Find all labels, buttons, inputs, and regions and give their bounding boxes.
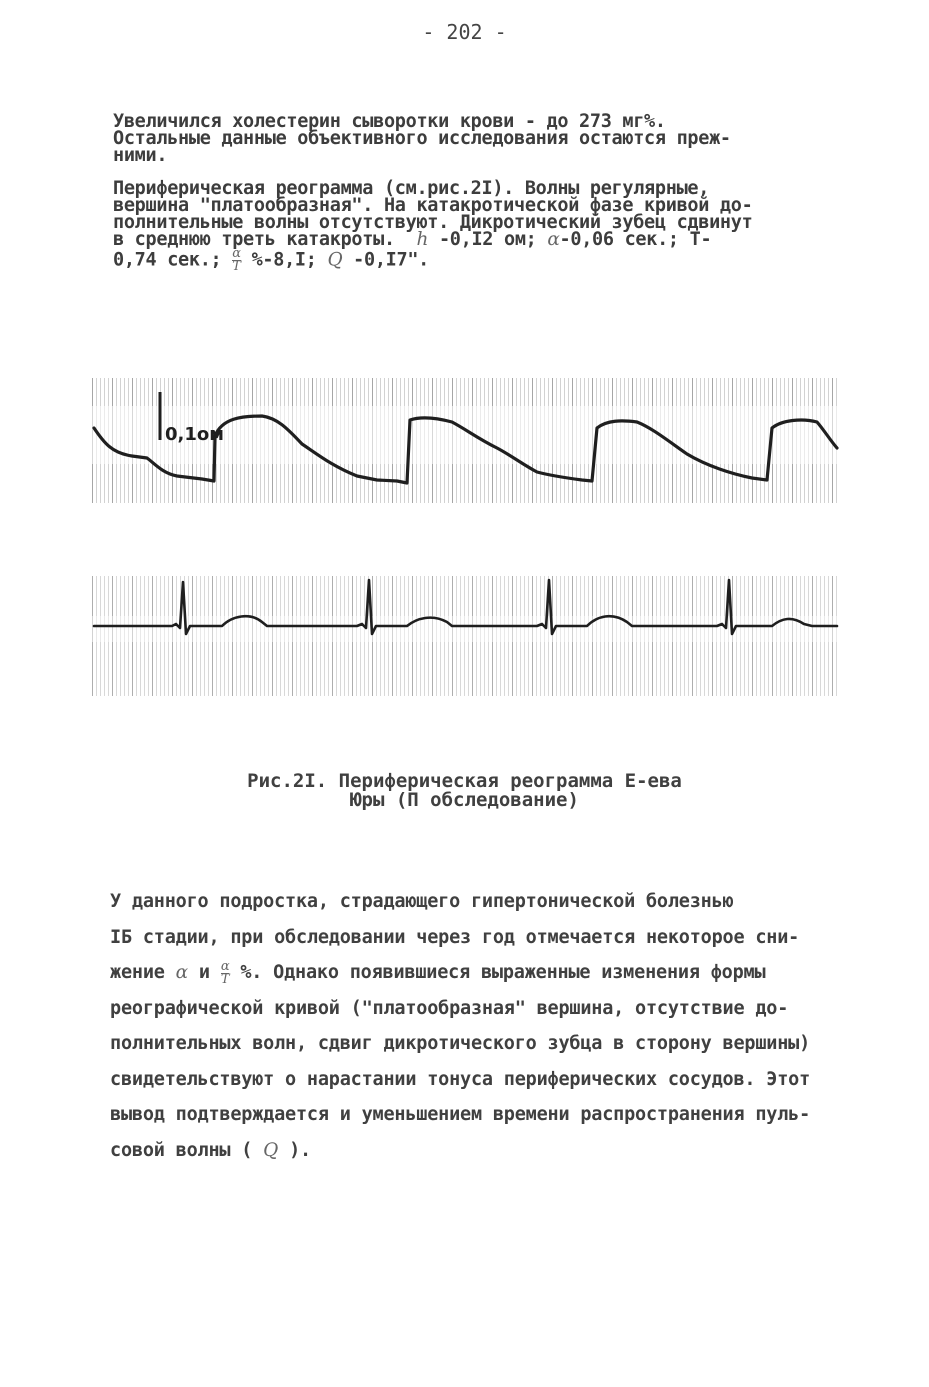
text-line: вершина "платообразная". На катакротической фазе кривой до-	[113, 195, 753, 216]
fraction-alpha-over-t	[220, 958, 230, 987]
symbol-alpha: α	[175, 962, 188, 983]
page-number: - 202 -	[422, 20, 507, 44]
symbol-alpha: α	[547, 229, 560, 250]
text-line: в среднюю треть катакроты.	[113, 229, 395, 250]
text-fragment: -0,I7".	[353, 249, 430, 271]
paragraph-cholesterol	[113, 113, 731, 164]
fraction-denominator: T	[232, 259, 241, 274]
text-fragment: и	[198, 962, 210, 983]
text-fragment: %-8,I;	[251, 249, 317, 271]
text-line: вывод подтверждается и уменьшением времени распространения пуль-	[110, 1104, 811, 1125]
rheogram-strip	[92, 378, 837, 503]
text-line: полнительных волн, сдвиг дикротического зубца в сторону вершины)	[110, 1033, 811, 1054]
text-line: Периферическая реограмма (см.рис.2I). Волны регулярные,	[113, 178, 710, 199]
text-line: IБ стадии, при обследовании через год отмечается некоторое сни-	[110, 926, 800, 948]
text-fragment: совой волны (	[110, 1139, 253, 1161]
text-fragment: 0,74 сек.;	[113, 249, 222, 271]
text-line: полнительные волны отсутствуют. Дикротический зубец сдвинут	[113, 212, 753, 233]
symbol-h: h	[416, 229, 429, 250]
text-line: У данного подростка, страдающего гипертонической болезнью	[110, 891, 734, 912]
text-line: ними.	[113, 145, 168, 166]
figure-caption	[0, 772, 929, 810]
fraction-alpha-over-t	[232, 248, 240, 273]
text-line: реографической кривой ("платообразная" вершина, отсутствие до-	[110, 997, 789, 1019]
text-fragment: %. Однако появившиеся выраженные изменения формы	[240, 962, 766, 983]
text-fragment: -0,I2 ом;	[438, 229, 537, 250]
symbol-q: Q	[327, 249, 343, 271]
text-line: свидетельствуют о нарастании тонуса периферических сосудов. Этот	[110, 1068, 811, 1090]
text-fragment: жение	[110, 962, 165, 983]
symbol-q: Q	[263, 1139, 279, 1161]
text-line: Увеличился холестерин сыворотки крови - до 273 мг%.	[113, 111, 666, 132]
text-fragment: ).	[289, 1139, 311, 1161]
caption-line: Рис.2I. Периферическая реограмма Е-ева	[247, 770, 682, 792]
text-line: Остальные данные объективного исследования остаются преж-	[113, 128, 731, 149]
caption-line: Юры (П обследование)	[350, 789, 579, 811]
figure-rheogram	[92, 378, 842, 702]
fraction-numerator: α	[220, 958, 230, 974]
fraction-numerator: α	[232, 246, 241, 261]
paragraph-conclusion	[110, 884, 810, 1168]
ecg-strip	[92, 576, 837, 696]
calibration-label: 0,1ом	[165, 424, 224, 445]
paragraph-rheogram-description	[113, 180, 752, 273]
text-fragment: -0,06 сек.; Т-	[559, 229, 712, 250]
figure-graphic	[92, 378, 842, 698]
fraction-denominator: T	[220, 971, 230, 987]
